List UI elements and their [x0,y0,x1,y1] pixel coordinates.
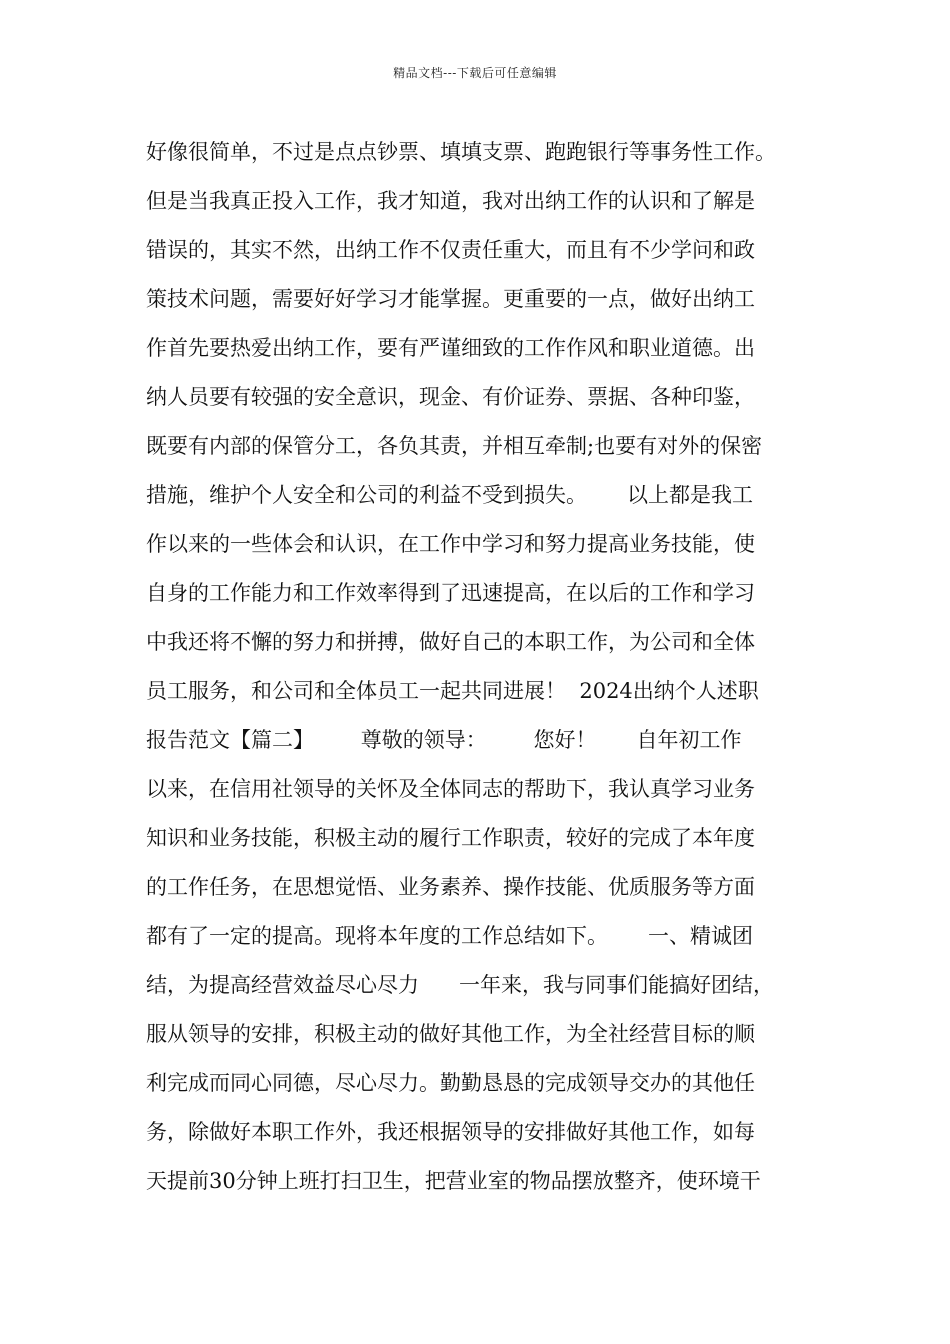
document-body [146,128,826,1206]
body-line: 以来，在信用社领导的关怀及全体同志的帮助下，我认真学习业务 [146,777,755,801]
body-line: 服从领导的安排，积极主动的做好其他工作，为全社经营目标的顺 [146,1022,755,1046]
body-line: 的工作任务，在思想觉悟、业务素养、操作技能、优质服务等方面 [146,875,755,899]
body-line: 中我还将不懈的努力和拼搏，做好自己的本职工作，为公司和全体 [146,630,755,654]
body-line: 天提前30分钟上班打扫卫生，把营业室的物品摆放整齐，使环境干 [146,1169,761,1193]
body-line: 知识和业务技能，积极主动的履行工作职责，较好的完成了本年度 [146,826,755,850]
body-line: 好像很简单，不过是点点钞票、填填支票、跑跑银行等事务性工作。 [146,140,776,164]
body-line: 务，除做好本职工作外，我还根据领导的安排做好其他工作，如每 [146,1120,755,1144]
body-line: 作首先要热爱出纳工作，要有严谨细致的工作作风和职业道德。出 [146,336,755,360]
body-line: 既要有内部的保管分工，各负其责，并相互牵制;也要有对外的保密 [146,434,763,458]
body-line: 结，为提高经营效益尽心尽力 一年来，我与同事们能搞好团结， [146,973,775,997]
body-line: 自身的工作能力和工作效率得到了迅速提高，在以后的工作和学习 [146,581,755,605]
body-line: 作以来的一些体会和认识，在工作中学习和努力提高业务技能，使 [146,532,755,556]
body-line: 纳人员要有较强的安全意识，现金、有价证券、票据、各种印鉴， [146,385,755,409]
body-line: 报告范文【篇二】 尊敬的领导： 您好！ 自年初工作 [146,728,742,752]
body-line: 错误的，其实不然，出纳工作不仅责任重大，而且有不少学问和政 [146,238,755,262]
page-header: 精品文档---下载后可任意编辑 [393,66,557,80]
body-line: 策技术问题，需要好好学习才能掌握。更重要的一点，做好出纳工 [146,287,755,311]
body-line: 都有了一定的提高。现将本年度的工作总结如下。 一、精诚团 [146,924,754,948]
body-line: 利完成而同心同德，尽心尽力。勤勤恳恳的完成领导交办的其他任 [146,1071,755,1095]
body-line: 但是当我真正投入工作，我才知道，我对出纳工作的认识和了解是 [146,189,755,213]
body-line: 员工服务，和公司和全体员工一起共同进展！ 2024出纳个人述职 [146,679,759,703]
body-line: 措施，维护个人安全和公司的利益不受到损失。 以上都是我工 [146,483,754,507]
